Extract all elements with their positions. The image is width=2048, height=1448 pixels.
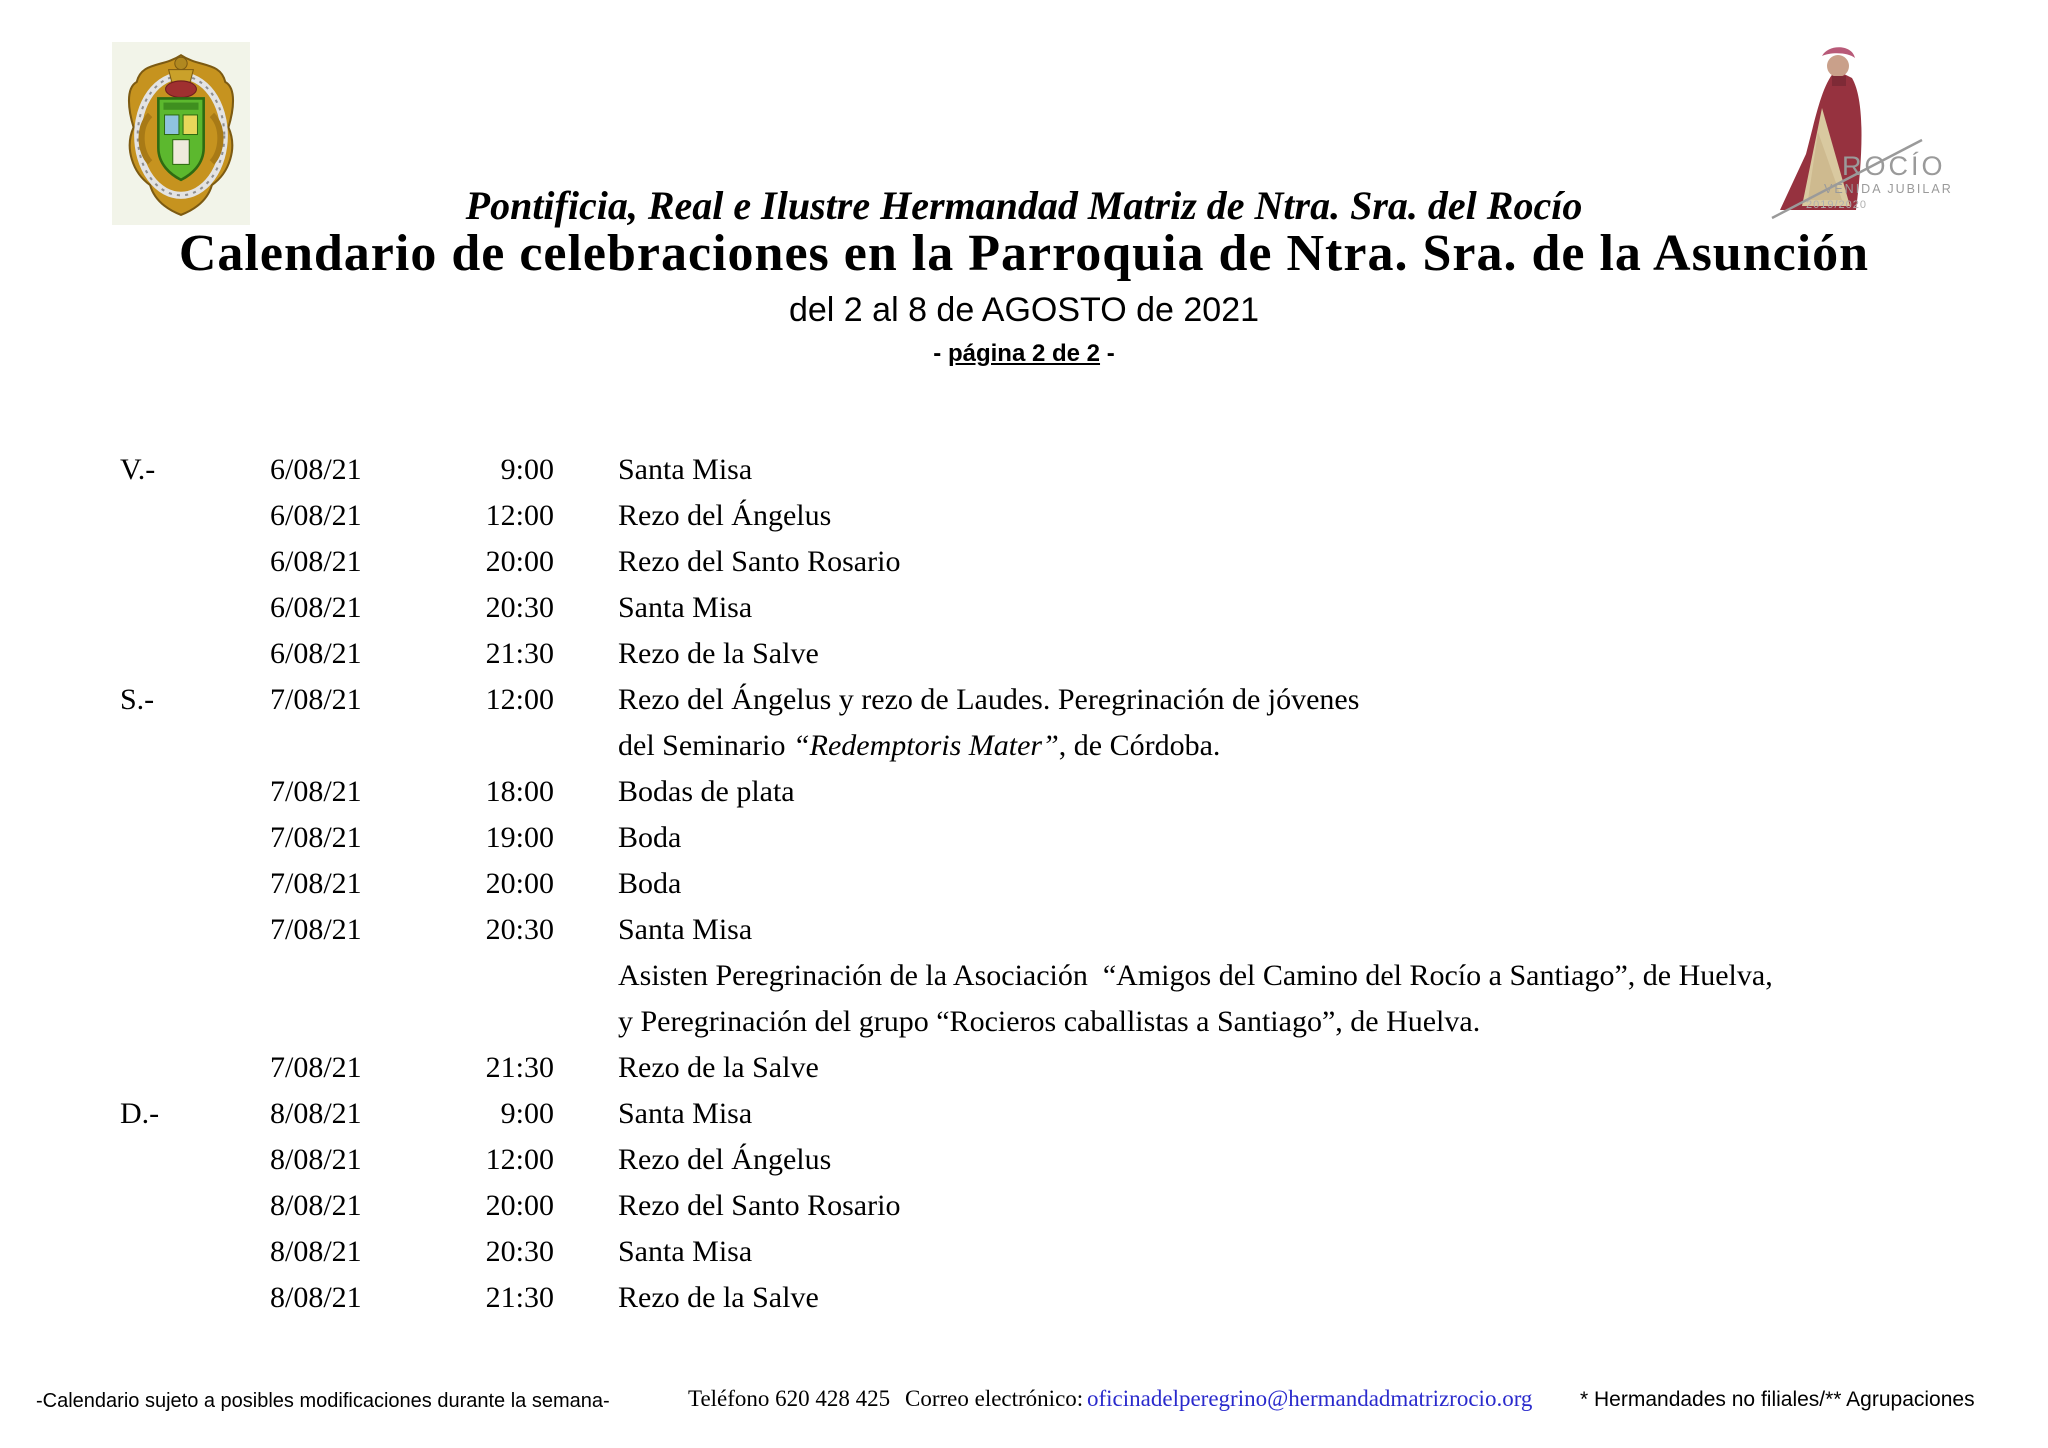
schedule-row — [0, 585, 2048, 631]
schedule-row — [0, 953, 2048, 999]
event-description: Rezo de la Salve — [618, 1281, 819, 1314]
event-description: Boda — [618, 867, 682, 900]
date-cell: 8/08/21 — [270, 1235, 362, 1268]
schedule-row — [0, 1091, 2048, 1137]
time-cell: 12:00 — [485, 499, 554, 532]
footer — [0, 1384, 2048, 1428]
date-cell: 6/08/21 — [270, 637, 362, 670]
date-cell: 7/08/21 — [270, 867, 362, 900]
time-cell: 20:00 — [485, 545, 554, 578]
rocio-logo-subtext: VENIDA JUBILAR — [1824, 182, 1953, 196]
schedule-row — [0, 1183, 2048, 1229]
time-cell: 20:30 — [485, 591, 554, 624]
date-cell — [270, 953, 382, 999]
day-label: D.- — [120, 1097, 160, 1130]
date-cell — [270, 723, 382, 769]
schedule-row — [0, 493, 2048, 539]
schedule-row — [0, 631, 2048, 677]
time-cell: 12:00 — [485, 1143, 554, 1176]
footer-modification-note: -Calendario sujeto a posibles modificaciones durante la semana- — [36, 1390, 610, 1412]
schedule-row — [0, 907, 2048, 953]
day-label — [120, 585, 270, 631]
schedule-row — [0, 861, 2048, 907]
description-suffix: , de Córdoba. — [1058, 729, 1221, 762]
rocio-logo-years: 2019/2020 — [1806, 199, 1867, 211]
date-cell: 7/08/21 — [270, 775, 362, 808]
day-label — [120, 1137, 270, 1183]
day-label: S.- — [120, 683, 155, 716]
date-cell: 6/08/21 — [270, 591, 362, 624]
schedule-row — [0, 999, 2048, 1045]
page-indicator-text: página 2 de 2 — [947, 340, 1101, 367]
event-description: Rezo del Ángelus — [618, 499, 832, 532]
footer-legend-note: * Hermandades no filiales/** Agrupaciones — [1580, 1388, 1975, 1411]
schedule-row — [0, 723, 2048, 769]
day-label: V.- — [120, 453, 156, 486]
day-label — [120, 631, 270, 677]
event-description: Rezo del Ángelus y rezo de Laudes. Peregrinación de jóvenes — [618, 683, 1360, 716]
event-description: Santa Misa — [618, 1097, 753, 1130]
schedule-row — [0, 447, 2048, 493]
event-description: Rezo del Santo Rosario — [618, 545, 901, 578]
event-description: Rezo de la Salve — [618, 1051, 819, 1084]
day-label — [120, 723, 270, 769]
footer-email-link[interactable]: oficinadelperegrino@hermandadmatrizrocio.org — [1087, 1386, 1533, 1411]
event-description: Santa Misa — [618, 1235, 753, 1268]
day-label — [120, 861, 270, 907]
time-cell: 20:00 — [485, 1189, 554, 1222]
time-cell: 21:30 — [485, 1281, 554, 1314]
event-description: Rezo del Ángelus — [618, 1143, 832, 1176]
event-description: Asisten Peregrinación de la Asociación “Amigos del Camino del Rocío a Santiago”, de Huelva, — [618, 959, 1773, 992]
event-description: Santa Misa — [618, 913, 753, 946]
schedule-row — [0, 769, 2048, 815]
rocio-logo-text: ROCÍO — [1842, 151, 1946, 181]
schedule-table — [0, 447, 2048, 1321]
schedule-row — [0, 815, 2048, 861]
event-description: Boda — [618, 821, 682, 854]
time-cell: 18:00 — [485, 775, 554, 808]
schedule-row — [0, 539, 2048, 585]
event-description: Rezo de la Salve — [618, 637, 819, 670]
schedule-row — [0, 1229, 2048, 1275]
page-title: Calendario de celebraciones en la Parroquia de Ntra. Sra. de la Asunción — [178, 225, 1870, 282]
day-label — [120, 1275, 270, 1321]
time-cell: 20:30 — [485, 913, 554, 946]
page-indicator-suffix: - — [1100, 340, 1115, 367]
footer-phone: Teléfono 620 428 425 — [688, 1386, 891, 1411]
schedule-row — [0, 1045, 2048, 1091]
date-cell: 7/08/21 — [270, 821, 362, 854]
event-description: Rezo del Santo Rosario — [618, 1189, 901, 1222]
event-description: Bodas de plata — [618, 775, 795, 808]
time-cell — [382, 723, 554, 769]
date-cell: 8/08/21 — [270, 1097, 362, 1130]
schedule-row — [0, 1137, 2048, 1183]
event-description: Santa Misa — [618, 453, 753, 486]
day-label — [120, 999, 270, 1045]
date-cell: 8/08/21 — [270, 1189, 362, 1222]
day-label — [120, 907, 270, 953]
description-italic: “Redemptoris Mater” — [792, 729, 1059, 762]
time-cell: 12:00 — [485, 683, 554, 716]
day-label — [120, 953, 270, 999]
time-cell — [382, 999, 554, 1045]
schedule-row — [0, 1275, 2048, 1321]
date-range-subtitle: del 2 al 8 de AGOSTO de 2021 — [788, 291, 1260, 329]
day-label — [120, 1229, 270, 1275]
day-label — [120, 769, 270, 815]
date-cell: 7/08/21 — [270, 1051, 362, 1084]
day-label — [120, 539, 270, 585]
date-cell — [270, 999, 382, 1045]
time-cell: 20:30 — [485, 1235, 554, 1268]
date-cell: 6/08/21 — [270, 545, 362, 578]
schedule-row — [0, 677, 2048, 723]
time-cell: 21:30 — [485, 1051, 554, 1084]
date-cell: 6/08/21 — [270, 453, 362, 486]
date-cell: 7/08/21 — [270, 683, 362, 716]
day-label — [120, 1183, 270, 1229]
time-cell: 21:30 — [485, 637, 554, 670]
event-description — [554, 723, 2048, 769]
page-indicator-prefix: - — [933, 340, 948, 367]
day-label — [120, 493, 270, 539]
time-cell: 9:00 — [500, 1097, 554, 1130]
date-cell: 7/08/21 — [270, 913, 362, 946]
time-cell: 20:00 — [485, 867, 554, 900]
page-indicator — [0, 340, 2048, 368]
day-label — [120, 815, 270, 861]
time-cell: 19:00 — [485, 821, 554, 854]
day-label — [120, 1045, 270, 1091]
date-cell: 8/08/21 — [270, 1281, 362, 1314]
date-cell: 8/08/21 — [270, 1143, 362, 1176]
date-cell: 6/08/21 — [270, 499, 362, 532]
organization-title: Pontificia, Real e Ilustre Hermandad Matriz de Ntra. Sra. del Rocío — [465, 183, 1583, 228]
time-cell: 9:00 — [500, 453, 554, 486]
time-cell — [382, 953, 554, 999]
event-description: Santa Misa — [618, 591, 753, 624]
event-description: y Peregrinación del grupo “Rocieros caballistas a Santiago”, de Huelva. — [618, 1005, 1481, 1038]
description-prefix: del Seminario — [618, 729, 793, 762]
footer-email-label: Correo electrónico: — [905, 1386, 1084, 1411]
